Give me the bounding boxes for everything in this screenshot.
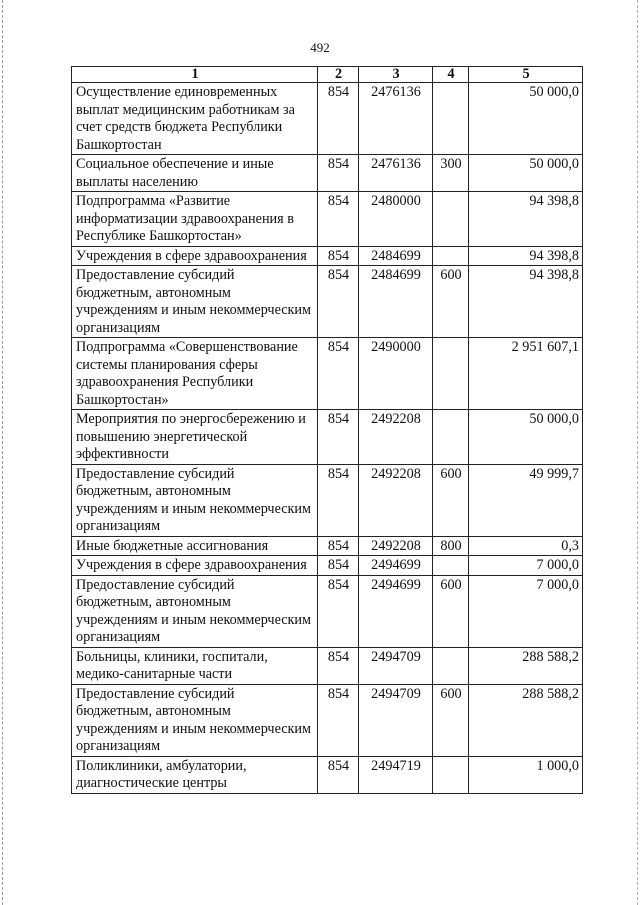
row-amount-cell: 49 999,7 [469,464,583,536]
row-code-cell: 854 [318,464,359,536]
table-row [72,410,583,465]
row-code-cell: 854 [318,410,359,465]
scan-left-edge [2,0,4,905]
row-target-code-cell: 2490000 [359,338,433,410]
table-row [72,536,583,556]
scan-right-edge [636,0,638,905]
table-row [72,192,583,247]
row-amount-cell: 1 000,0 [469,756,583,793]
row-expense-type-cell: 300 [433,155,469,192]
row-target-code-cell: 2494719 [359,756,433,793]
row-expense-type-cell [433,246,469,266]
row-amount-cell: 94 398,8 [469,266,583,338]
row-code-cell: 854 [318,756,359,793]
budget-table [71,66,583,794]
row-target-code-cell: 2494709 [359,684,433,756]
row-code-cell: 854 [318,536,359,556]
row-amount-cell: 50 000,0 [469,410,583,465]
row-name-cell: Предоставление субсидий бюджетным, автономным учреждениям и иным некоммерческим организациям [72,575,318,647]
row-target-code-cell: 2494709 [359,647,433,684]
table-row [72,246,583,266]
row-expense-type-cell [433,410,469,465]
row-code-cell: 854 [318,338,359,410]
row-expense-type-cell: 600 [433,575,469,647]
row-code-cell: 854 [318,575,359,647]
row-amount-cell: 288 588,2 [469,684,583,756]
row-code-cell: 854 [318,647,359,684]
row-code-cell: 854 [318,192,359,247]
row-code-cell: 854 [318,266,359,338]
row-amount-cell: 7 000,0 [469,575,583,647]
row-name-cell: Иные бюджетные ассигнования [72,536,318,556]
row-expense-type-cell: 600 [433,684,469,756]
row-expense-type-cell: 800 [433,536,469,556]
row-code-cell: 854 [318,155,359,192]
row-name-cell: Подпрограмма «Развитие информатизации здравоохранения в Республике Башкортостан» [72,192,318,247]
row-amount-cell: 2 951 607,1 [469,338,583,410]
column-header: 3 [359,67,433,83]
table-row [72,464,583,536]
column-header: 2 [318,67,359,83]
row-amount-cell: 50 000,0 [469,155,583,192]
row-name-cell: Социальное обеспечение и иные выплаты населению [72,155,318,192]
row-target-code-cell: 2492208 [359,536,433,556]
column-header: 4 [433,67,469,83]
row-expense-type-cell [433,647,469,684]
row-code-cell: 854 [318,684,359,756]
row-target-code-cell: 2492208 [359,464,433,536]
page-number: 492 [310,40,330,55]
row-amount-cell: 7 000,0 [469,556,583,576]
table-row [72,266,583,338]
budget-table-body [72,67,583,794]
table-row [72,575,583,647]
row-name-cell: Предоставление субсидий бюджетным, автономным учреждениям и иным некоммерческим организациям [72,684,318,756]
row-expense-type-cell: 600 [433,266,469,338]
table-row [72,556,583,576]
row-code-cell: 854 [318,556,359,576]
row-expense-type-cell [433,338,469,410]
row-name-cell: Мероприятия по энергосбережению и повышению энергетической эффективности [72,410,318,465]
row-target-code-cell: 2484699 [359,246,433,266]
row-target-code-cell: 2476136 [359,83,433,155]
row-name-cell: Поликлиники, амбулатории, диагностические центры [72,756,318,793]
row-amount-cell: 94 398,8 [469,192,583,247]
row-name-cell: Предоставление субсидий бюджетным, автономным учреждениям и иным некоммерческим организациям [72,266,318,338]
row-expense-type-cell: 600 [433,464,469,536]
row-code-cell: 854 [318,246,359,266]
table-header-row [72,67,583,83]
row-name-cell: Подпрограмма «Совершенствование системы планирования сферы здравоохранения Республики Башкортостан» [72,338,318,410]
column-header: 1 [72,67,318,83]
row-expense-type-cell [433,83,469,155]
table-row [72,647,583,684]
table-row [72,155,583,192]
row-target-code-cell: 2476136 [359,155,433,192]
row-expense-type-cell [433,192,469,247]
row-amount-cell: 94 398,8 [469,246,583,266]
row-amount-cell: 288 588,2 [469,647,583,684]
table-row [72,684,583,756]
row-expense-type-cell [433,556,469,576]
row-name-cell: Больницы, клиники, госпитали, медико-санитарные части [72,647,318,684]
row-target-code-cell: 2494699 [359,556,433,576]
row-expense-type-cell [433,756,469,793]
row-name-cell: Предоставление субсидий бюджетным, автономным учреждениям и иным некоммерческим организациям [72,464,318,536]
row-name-cell: Учреждения в сфере здравоохранения [72,246,318,266]
row-name-cell: Учреждения в сфере здравоохранения [72,556,318,576]
table-row [72,338,583,410]
row-name-cell: Осуществление единовременных выплат медицинским работникам за счет средств бюджета Республики Башкортостан [72,83,318,155]
row-amount-cell: 0,3 [469,536,583,556]
column-header: 5 [469,67,583,83]
row-target-code-cell: 2480000 [359,192,433,247]
table-row [72,756,583,793]
row-amount-cell: 50 000,0 [469,83,583,155]
row-target-code-cell: 2484699 [359,266,433,338]
table-row [72,83,583,155]
row-code-cell: 854 [318,83,359,155]
row-target-code-cell: 2492208 [359,410,433,465]
row-target-code-cell: 2494699 [359,575,433,647]
